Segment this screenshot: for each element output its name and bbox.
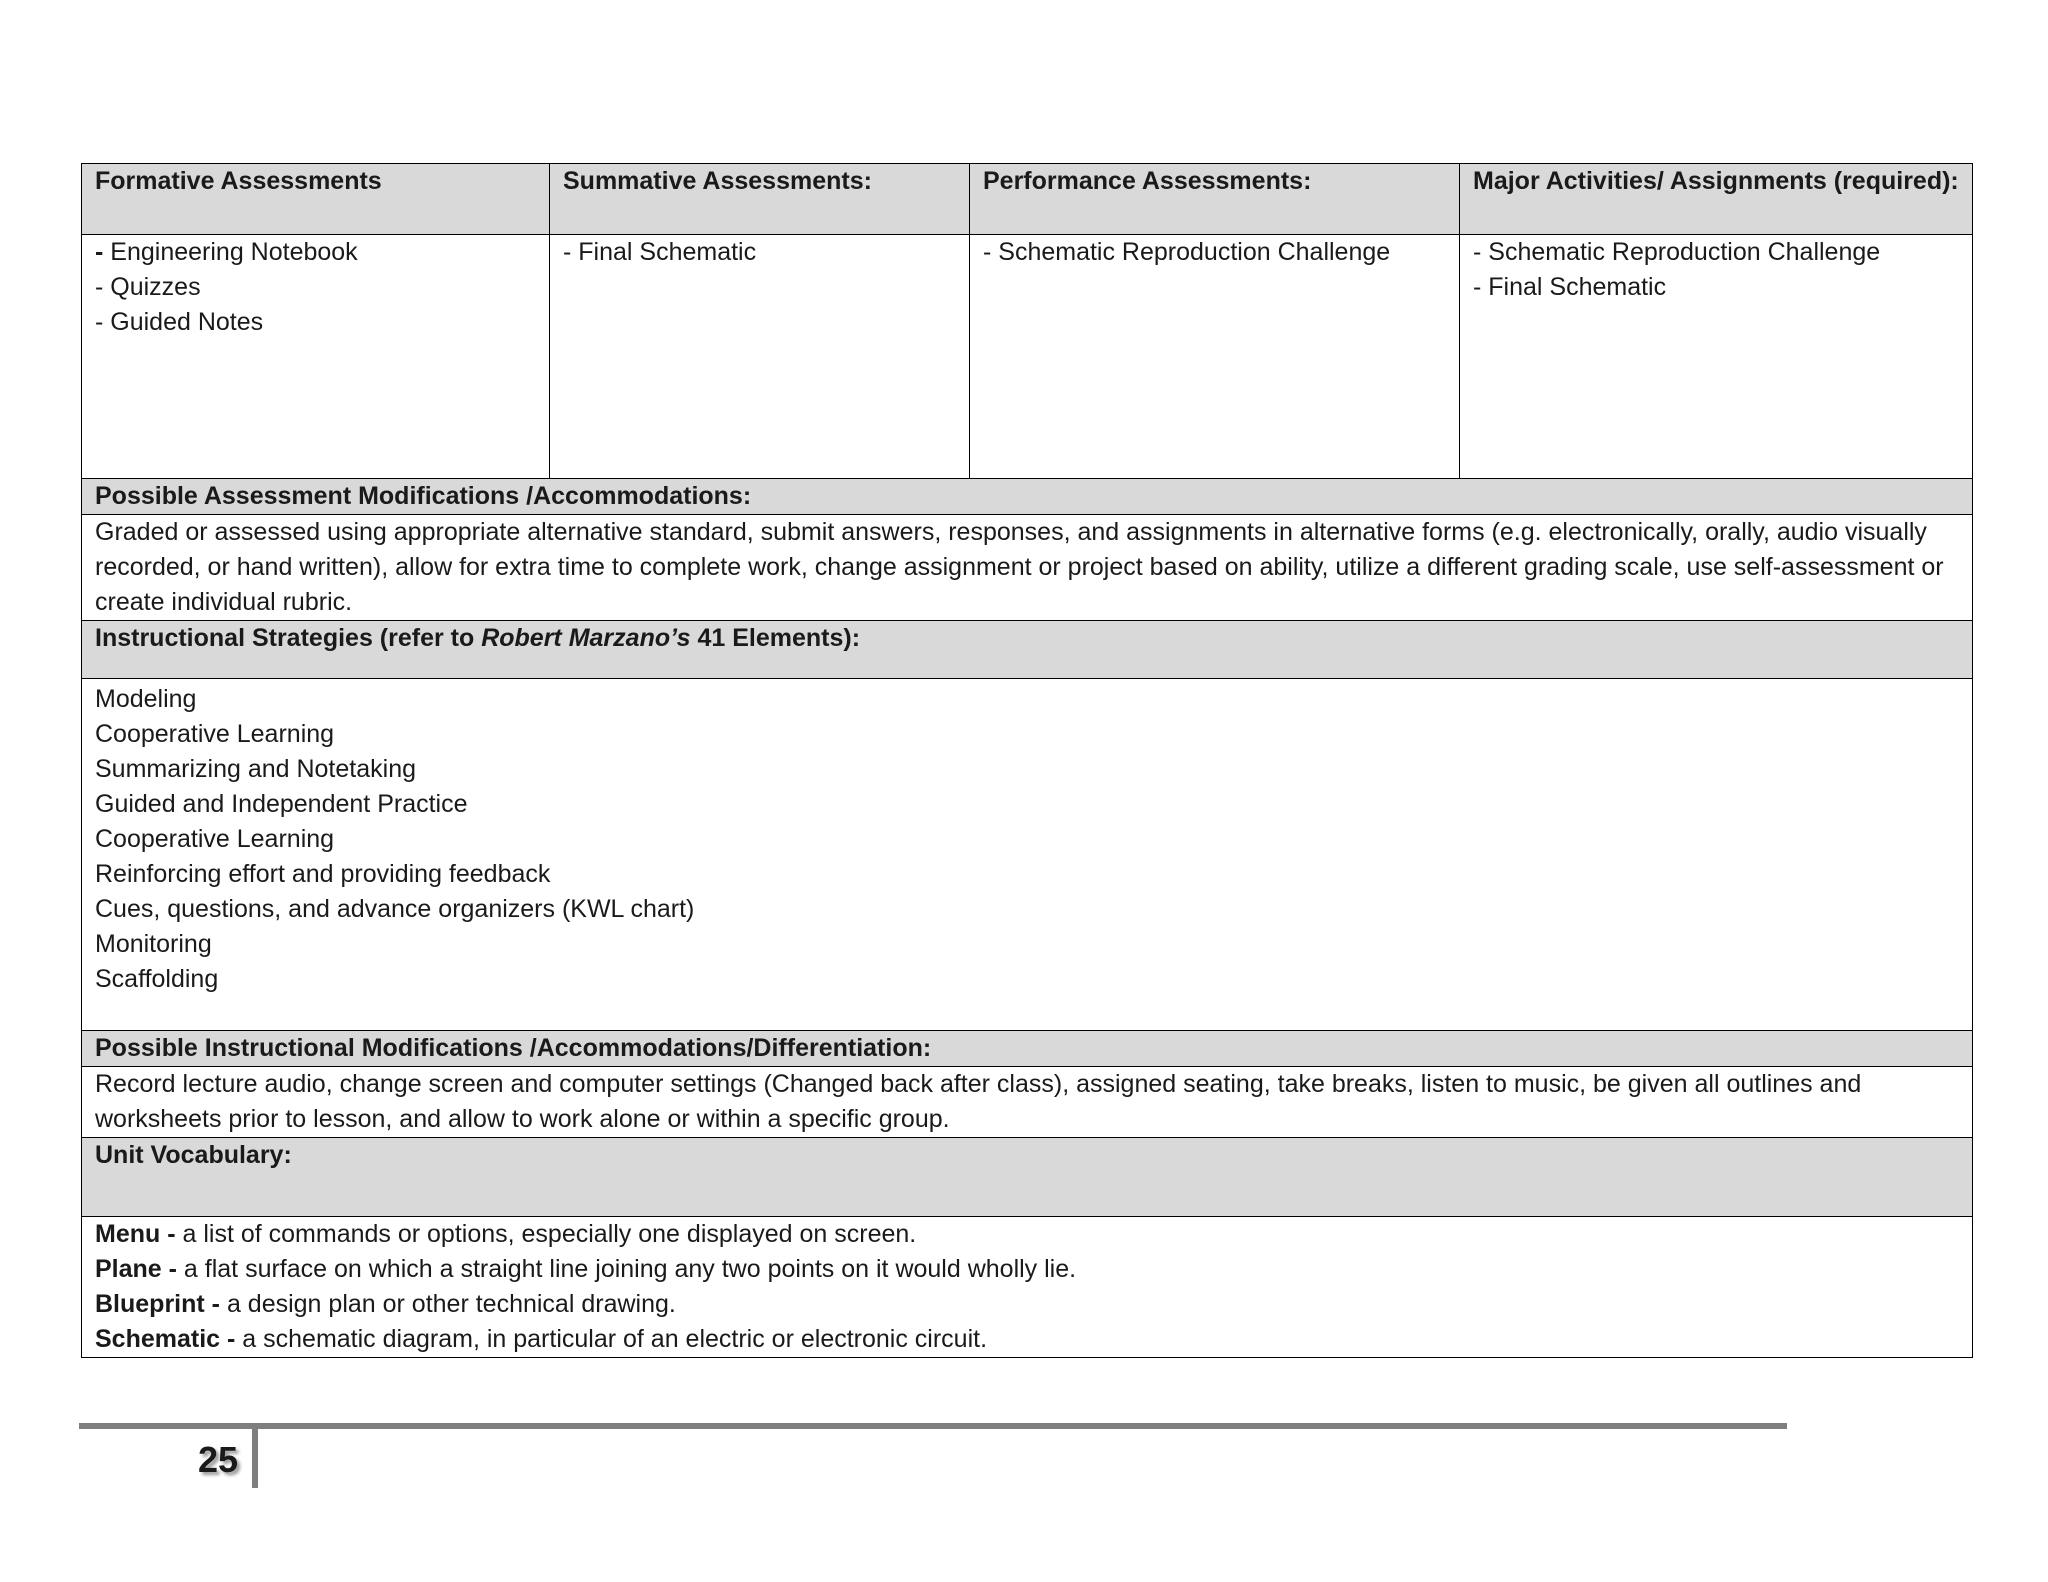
list-item: - Schematic Reproduction Challenge bbox=[983, 238, 1391, 266]
vocab-item-menu: Menu - a list of commands or options, especially one displayed on screen. bbox=[95, 1220, 917, 1248]
assessment-content-row bbox=[82, 235, 1973, 479]
instructional-mods-header-row bbox=[82, 1031, 1973, 1067]
instructional-mods-row bbox=[82, 1067, 1973, 1138]
formative-header: Formative Assessments bbox=[82, 164, 550, 235]
page-number-divider bbox=[252, 1429, 258, 1488]
list-item: Summarizing and Notetaking bbox=[95, 755, 416, 783]
instructional-mods-body: Record lecture audio, change screen and computer settings (Changed back after class), assigned seating, take breaks, listen to music, be given all outlines and worksheets prior to lesson, and allow to work alone or within a specific group. bbox=[82, 1067, 1973, 1138]
formative-cell bbox=[82, 235, 550, 479]
vocabulary-header-row bbox=[82, 1138, 1973, 1217]
assessment-mods-body: Graded or assessed using appropriate alternative standard, submit answers, responses, and assignments in alternative forms (e.g. electronically, orally, audio visually recorded, or hand written), allow for extra time to complete work, change assignment or project based on ability, utilize a different grading scale, use self-assessment or create individual rubric. bbox=[82, 515, 1973, 621]
assessment-mods-header-row bbox=[82, 479, 1973, 515]
strategies-list bbox=[82, 679, 1973, 1031]
strategies-header: Instructional Strategies (refer to Robert Marzano’s 41 Elements): bbox=[82, 621, 1973, 679]
list-item: - Quizzes bbox=[95, 273, 201, 301]
assessment-mods-header: Possible Assessment Modifications /Accommodations: bbox=[82, 479, 1973, 515]
assessment-mods-row bbox=[82, 515, 1973, 621]
list-item: Guided and Independent Practice bbox=[95, 790, 468, 818]
vocab-item-plane: Plane - a flat surface on which a straight line joining any two points on it would wholly lie. bbox=[95, 1255, 1077, 1283]
vocab-item-schematic: Schematic - a schematic diagram, in particular of an electric or electronic circuit. bbox=[95, 1325, 988, 1353]
list-item: Monitoring bbox=[95, 930, 212, 958]
curriculum-table bbox=[81, 163, 1973, 1358]
performance-header: Performance Assessments: bbox=[970, 164, 1460, 235]
page-number: 25 bbox=[198, 1439, 239, 1480]
list-item: Cues, questions, and advance organizers (KWL chart) bbox=[95, 895, 695, 923]
list-item: Reinforcing effort and providing feedback bbox=[95, 860, 551, 888]
instructional-mods-header: Possible Instructional Modifications /Accommodations/Differentiation: bbox=[82, 1031, 1973, 1067]
list-item: - Guided Notes bbox=[95, 308, 264, 336]
major-activities-header: Major Activities/ Assignments (required): bbox=[1460, 164, 1973, 235]
list-item: - Schematic Reproduction Challenge bbox=[1473, 238, 1881, 266]
list-item: - Final Schematic bbox=[1473, 273, 1667, 301]
list-item: Scaffolding bbox=[95, 965, 219, 993]
footer-rule bbox=[79, 1423, 1787, 1429]
list-item: Modeling bbox=[95, 685, 197, 713]
summative-cell bbox=[550, 235, 970, 479]
list-item: Cooperative Learning bbox=[95, 720, 335, 748]
strategies-header-italic: Robert Marzano’s bbox=[481, 624, 691, 652]
strategies-header-row bbox=[82, 621, 1973, 679]
list-item: Cooperative Learning bbox=[95, 825, 335, 853]
summative-header: Summative Assessments: bbox=[550, 164, 970, 235]
vocabulary-header: Unit Vocabulary: bbox=[82, 1138, 1973, 1217]
vocabulary-list bbox=[82, 1217, 1973, 1358]
strategies-row bbox=[82, 679, 1973, 1031]
performance-cell bbox=[970, 235, 1460, 479]
vocabulary-row bbox=[82, 1217, 1973, 1358]
vocab-item-blueprint: Blueprint - a design plan or other technical drawing. bbox=[95, 1290, 676, 1318]
major-activities-cell bbox=[1460, 235, 1973, 479]
assessment-header-row bbox=[82, 164, 1973, 235]
list-item: - Engineering Notebook bbox=[95, 238, 358, 266]
list-item: - Final Schematic bbox=[563, 238, 757, 266]
